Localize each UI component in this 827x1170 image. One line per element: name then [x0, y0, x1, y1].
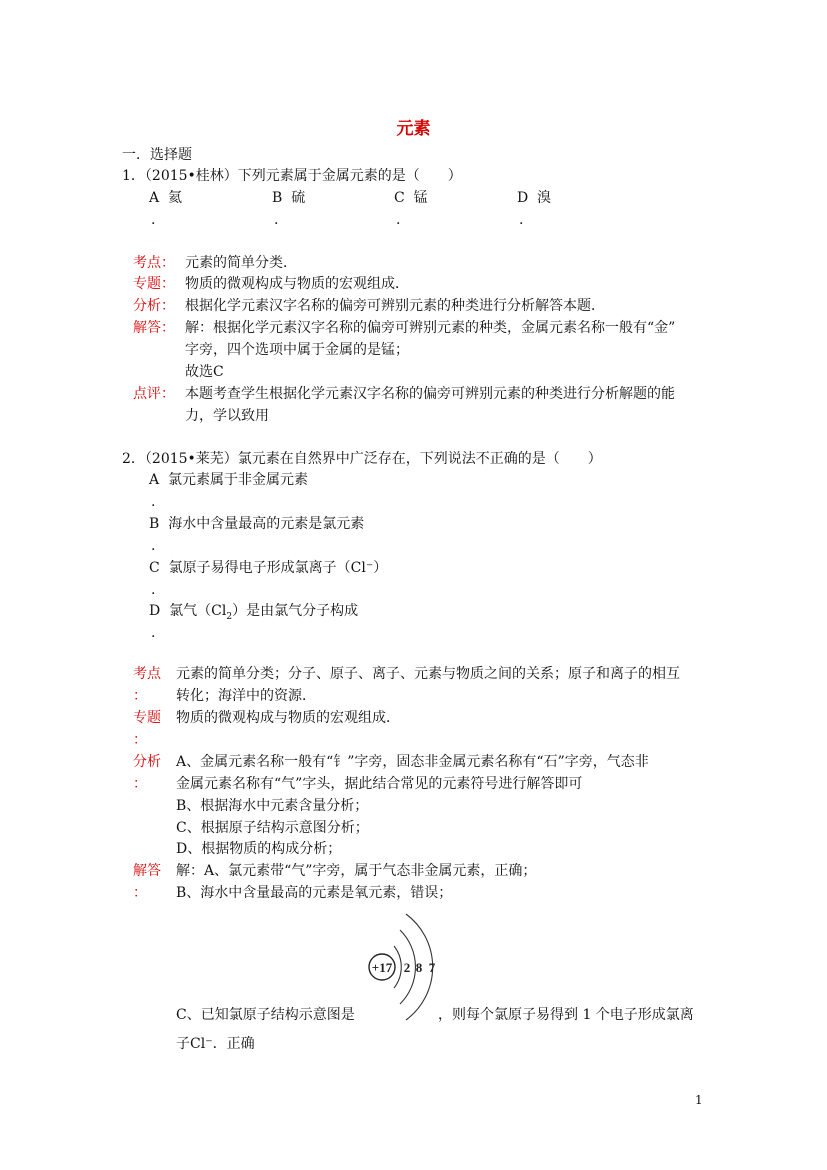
q2-c-line-pre: C、已知氯原子结构示意图是 [176, 1007, 355, 1023]
chlorine-atom-diagram [362, 908, 442, 1022]
q1-jieda-line: 解：根据化学元素汉字名称的偏旁可辨别元素的种类，金属元素名称一般有“金” [185, 320, 676, 336]
q1-option-d [517, 189, 551, 207]
option-text: 氯元素属于非金属元素 [168, 472, 309, 488]
page-title: 元素 [396, 119, 431, 139]
q2-fenxi-line: B、根据海水中元素含量分析； [176, 798, 369, 814]
shell-electron-count: 2 [403, 960, 411, 975]
option-dot: . [396, 212, 401, 228]
option-dot: . [274, 212, 279, 228]
page-number: 1 [695, 1093, 703, 1107]
q1-option-b [272, 189, 305, 207]
q2-c-line-post: ，则每个氯原子易得到 1 个电子形成氯离 [438, 1007, 694, 1023]
shell-electron-count: 8 [415, 960, 423, 975]
option-dot: . [151, 212, 156, 228]
option-letter: B [149, 516, 160, 532]
option-dot: . [519, 212, 524, 228]
q2-stem: 2．（2015•莱芜）氯元素在自然界中广泛存在，下列说法不正确的是（ ） [122, 451, 602, 467]
option-letter: B [272, 190, 283, 206]
q2-jieda-label: 解答 [133, 863, 161, 879]
option-text: 氯原子易得电子形成氯离子（Cl⁻） [168, 560, 388, 576]
q2-jieda-line: 解：A、氯元素带“气”字旁，属于气态非金属元素，正确； [176, 863, 537, 879]
option-letter: D [517, 190, 529, 206]
option-letter: A [149, 472, 160, 488]
q2-c-line2: 子Cl⁻．正确 [176, 1036, 255, 1052]
q1-dianping-line: 本题考查学生根据化学元素汉字名称的偏旁可辨别元素的种类进行分析解题的能 [185, 386, 675, 402]
option-letter: D [149, 603, 161, 619]
q2-option-a [149, 471, 308, 489]
q1-dianping-label: 点评： [133, 386, 175, 402]
option-dot: . [151, 582, 156, 598]
option-text: 海水中含量最高的元素是氯元素 [168, 516, 365, 532]
shell-electron-count: 7 [428, 960, 436, 975]
section-heading: 一．选择题 [122, 147, 192, 163]
q1-option-a [149, 189, 182, 207]
q1-dianping-line: 力，学以致用 [185, 408, 269, 424]
q2-fenxi-line: A、金属元素名称一般有“钅”字旁，固态非金属元素名称有“石”字旁，气态非 [176, 754, 649, 770]
q1-stem: 1．（2015•桂林）下列元素属于金属元素的是（ ） [122, 168, 462, 184]
q1-kaodian-label: 考点： [133, 255, 175, 271]
q2-zhuanti: 物质的微观构成与物质的宏观组成． [176, 710, 400, 726]
option-text: 溴 [537, 190, 552, 206]
q1-kaodian: 元素的简单分类． [185, 255, 297, 271]
q2-kaodian-line: 转化；海洋中的资源． [176, 688, 316, 704]
q1-jieda-line: 故选C [185, 364, 224, 380]
q1-fenxi-label: 分析： [133, 298, 175, 314]
q1-zhuanti: 物质的微观构成与物质的宏观组成． [185, 276, 409, 292]
q2-option-b [149, 515, 364, 533]
q2-fenxi-line: 金属元素名称有“气”字头，据此结合常见的元素符号进行解答即可 [176, 776, 583, 792]
option-text: 锰 [413, 190, 428, 206]
q2-zhuanti-label: 专题 [133, 710, 161, 726]
option-dot: . [151, 494, 156, 510]
q1-zhuanti-label: 专题： [133, 276, 175, 292]
q2-kaodian-label: 考点 [133, 666, 161, 682]
q1-option-c [394, 189, 428, 207]
q2-kaodian-line: 元素的简单分类；分子、原子、离子、元素与物质之间的关系；原子和离子的相互 [176, 666, 680, 682]
q1-fenxi: 根据化学元素汉字名称的偏旁可辨别元素的种类进行分析解答本题． [185, 298, 605, 314]
q2-kaodian-colon: ： [133, 688, 147, 704]
option-text: 氯气$(Cl_2)$是由氯气分子构成 [169, 603, 359, 622]
option-text: 硫 [291, 190, 306, 206]
q2-jieda-line: B、海水中含量最高的元素是氧元素，错误； [176, 885, 453, 901]
q2-fenxi-line: D、根据物质的构成分析； [176, 841, 342, 857]
option-text: 氦 [168, 190, 183, 206]
option-dot: . [151, 538, 156, 554]
q1-jieda-label: 解答： [133, 320, 175, 336]
option-letter: C [149, 560, 160, 576]
q1-jieda-line: 字旁，四个选项中属于金属的是锰； [185, 342, 409, 358]
q2-jieda-colon: ： [133, 885, 147, 901]
option-letter: A [149, 190, 160, 206]
q2-fenxi-label: 分析 [133, 754, 161, 770]
q2-option-d [149, 602, 358, 626]
nucleus-charge: +17 [371, 960, 393, 975]
option-letter: C [394, 190, 405, 206]
q2-fenxi-colon: ： [133, 776, 147, 792]
q2-option-c [149, 559, 387, 577]
q2-zhuanti-colon: ： [133, 732, 147, 748]
option-dot: . [151, 625, 156, 641]
q2-fenxi-line: C、根据原子结构示意图分析； [176, 820, 369, 836]
